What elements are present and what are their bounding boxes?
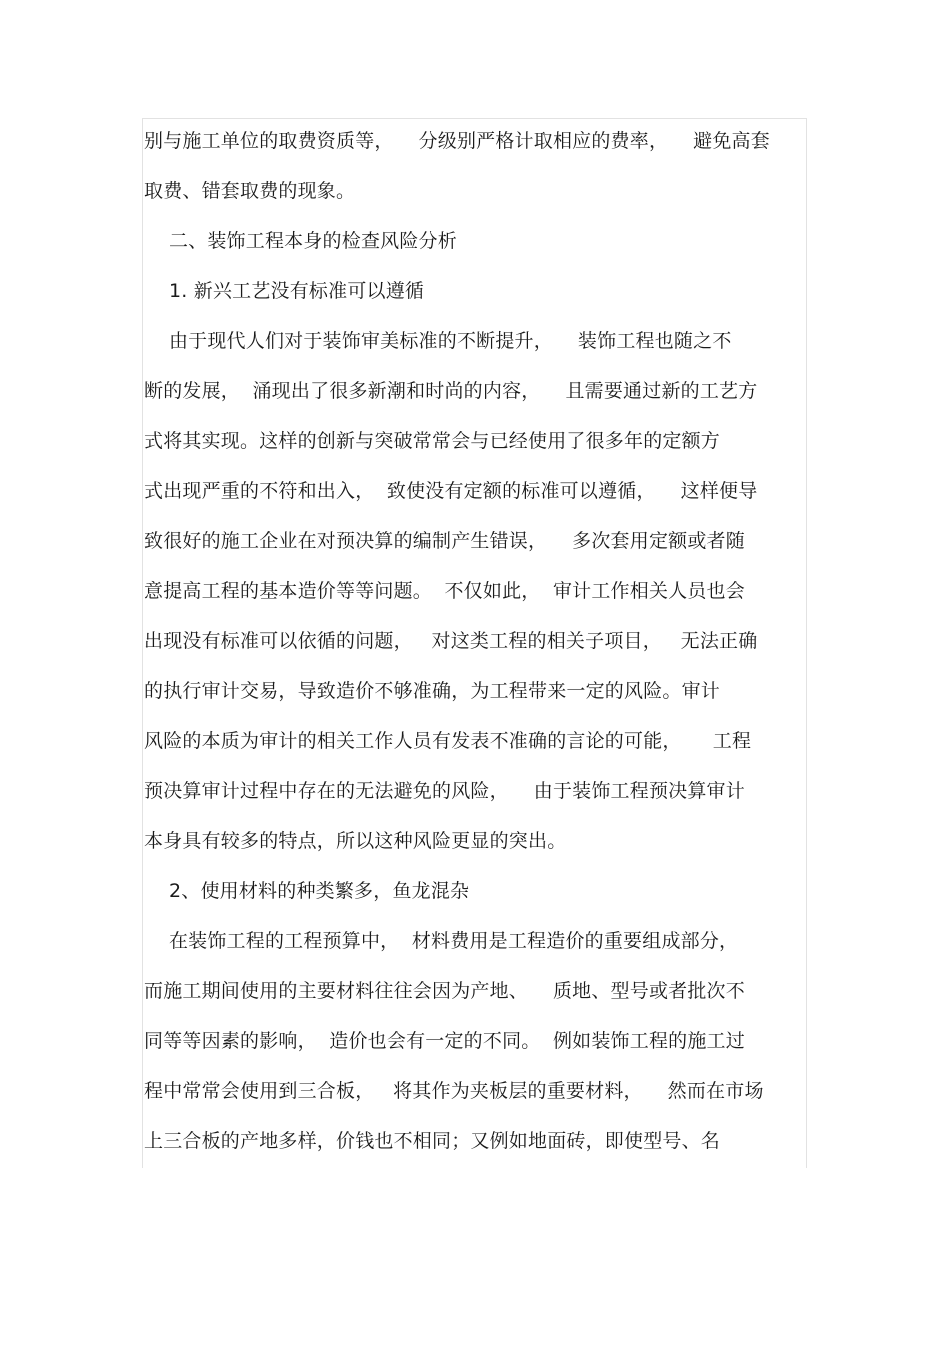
text-line: 风险的本质为审计的相关工作人员有发表不准确的言论的可能， 工程 xyxy=(144,730,752,752)
text-line: 程中常常会使用到三合板， 将其作为夹板层的重要材料， 然而在市场 xyxy=(144,1080,764,1102)
text-line: 上三合板的产地多样，价钱也不相同；又例如地面砖，即使型号、名 xyxy=(144,1130,721,1152)
text-line: 同等等因素的影响， 造价也会有一定的不同。 例如装饰工程的施工过 xyxy=(144,1030,745,1052)
text-line: 式出现严重的不符和出入， 致使没有定额的标准可以遵循， 这样便导 xyxy=(144,480,758,502)
subsection-heading: 1. 新兴工艺没有标准可以遵循 xyxy=(144,280,425,302)
text-line: 本身具有较多的特点，所以这种风险更显的突出。 xyxy=(144,830,567,852)
text-line: 出现没有标准可以依循的问题， 对这类工程的相关子项目， 无法正确 xyxy=(144,630,758,652)
text-line: 的执行审计交易，导致造价不够准确，为工程带来一定的风险。审计 xyxy=(144,680,721,702)
text-line: 断的发展， 涌现出了很多新潮和时尚的内容， 且需要通过新的工艺方 xyxy=(144,380,758,402)
text-line: 在装饰工程的工程预算中， 材料费用是工程造价的重要组成部分， xyxy=(144,930,739,952)
text-line: 由于现代人们对于装饰审美标准的不断提升， 装饰工程也随之不 xyxy=(144,330,732,352)
text-line: 式将其实现。这样的创新与突破常常会与已经使用了很多年的定额方 xyxy=(144,430,721,452)
section-heading: 二、装饰工程本身的检查风险分析 xyxy=(144,230,457,252)
text-line: 别与施工单位的取费资质等， 分级别严格计取相应的费率， 避免高套 xyxy=(144,130,770,152)
text-line: 意提高工程的基本造价等等问题。 不仅如此， 审计工作相关人员也会 xyxy=(144,580,745,602)
subsection-heading: 2、使用材料的种类繁多，鱼龙混杂 xyxy=(144,880,470,902)
text-line: 致很好的施工企业在对预决算的编制产生错误， 多次套用定额或者随 xyxy=(144,530,745,552)
text-line: 预决算审计过程中存在的无法避免的风险， 由于装饰工程预决算审计 xyxy=(144,780,745,802)
text-line: 取费、错套取费的现象。 xyxy=(144,180,356,202)
text-line: 而施工期间使用的主要材料往往会因为产地、 质地、型号或者批次不 xyxy=(144,980,745,1002)
